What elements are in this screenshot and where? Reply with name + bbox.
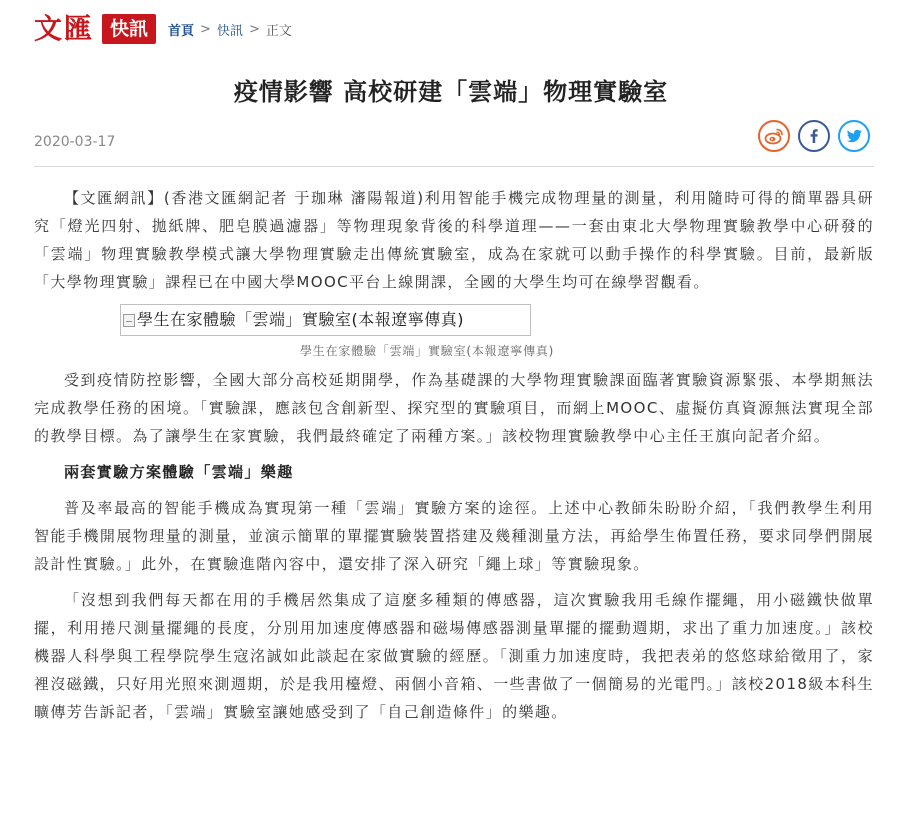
article-subheading: 兩套實驗方案體驗「雲端」樂趣 xyxy=(64,463,294,481)
share-weibo-button[interactable] xyxy=(758,120,790,152)
article-paragraph: 「沒想到我們每天都在用的手機居然集成了這麼多種類的傳感器，這次實驗我用毛線作擺繩，用小磁鐵快做單擺，利用捲尺測量擺繩的長度，分別用加速度傳感器和磁場傳感器測量單擺的擺動週期，求出了重力加速度。」該校機器人科學與工程學院學生寇洺誠如此談起在家做實驗的經歷。「測重力加速度時，我把表弟的悠悠球給徵用了，家裡沒磁鐵，只好用光照來測週期，於是我用檯燈、兩個小音箱、一些書做了一個簡易的光電門。」該校2018級本科生曠傳芳告訴記者，「雲端」實驗室讓她感受到了「自己創造條件」的樂趣。 xyxy=(34,591,874,721)
breadcrumb xyxy=(168,20,292,39)
article-figure xyxy=(34,304,874,360)
header-divider xyxy=(34,166,874,167)
article-title: 疫情影響 高校研建「雲端」物理實驗室 xyxy=(233,78,669,106)
site-header xyxy=(34,12,292,46)
facebook-icon xyxy=(804,126,824,146)
publish-date: 2020-03-17 xyxy=(34,134,116,150)
breadcrumb-section-link[interactable]: 快訊 xyxy=(216,23,243,39)
article-meta xyxy=(34,120,874,160)
broken-image[interactable] xyxy=(120,304,531,336)
article-paragraph: 受到疫情防控影響，全國大部分高校延期開學，作為基礎課的大學物理實驗課面臨著實驗資源緊張、本學期無法完成教學任務的困境。「實驗課，應該包含創新型、探究型的實驗項目，而網上MOOC、虛擬仿真資源無法實現全部的教學目標。為了讓學生在家實驗，我們最終確定了兩種方案。」該校物理實驗教學中心主任王旗向記者介紹。 xyxy=(34,371,874,445)
weibo-icon xyxy=(763,125,785,147)
article-paragraph: 普及率最高的智能手機成為實現第一種「雲端」實驗方案的途徑。上述中心教師朱盼盼介紹，「我們教學生利用智能手機開展物理量的測量，並演示簡單的單擺實驗裝置搭建及幾種測量方法，再給學生佈置任務，要求同學們開展設計性實驗。」此外，在實驗進階內容中，還安排了深入研究「繩上球」等實驗現象。 xyxy=(34,499,874,573)
share-facebook-button[interactable] xyxy=(798,120,830,152)
broken-image-icon xyxy=(123,314,135,327)
breadcrumb-home-link[interactable]: 首頁 xyxy=(168,23,195,39)
twitter-icon xyxy=(844,126,864,146)
share-bar xyxy=(758,120,870,152)
image-alt-text: 學生在家體驗「雲端」實驗室(本報遼寧傳真) xyxy=(137,310,464,329)
article-paragraph: 【文匯網訊】(香港文匯網記者 于珈琳 瀋陽報道)利用智能手機完成物理量的測量，利用隨時可得的簡單器具研究「燈光四射、拋紙牌、肥皂膜過濾器」等物理現象背後的科學道理——一套由東北大學物理實驗教學中心研發的「雲端」物理實驗教學模式讓大學物理實驗走出傳統實驗室，成為在家就可以動手操作的科學實驗。目前，最新版「大學物理實驗」課程已在中國大學MOOC平台上線開課，全國的大學生均可在線學習觀看。 xyxy=(34,189,874,291)
figure-caption: 學生在家體驗「雲端」實驗室(本報遼寧傳真) xyxy=(300,344,555,358)
breadcrumb-separator: > xyxy=(248,21,260,37)
share-twitter-button[interactable] xyxy=(838,120,870,152)
breadcrumb-current: 正文 xyxy=(265,23,292,39)
kuaixun-logo[interactable]: 快訊 xyxy=(102,14,156,44)
breadcrumb-separator: > xyxy=(200,21,211,37)
wenhui-logo[interactable]: 文匯 xyxy=(34,12,95,45)
article-body xyxy=(34,184,874,734)
